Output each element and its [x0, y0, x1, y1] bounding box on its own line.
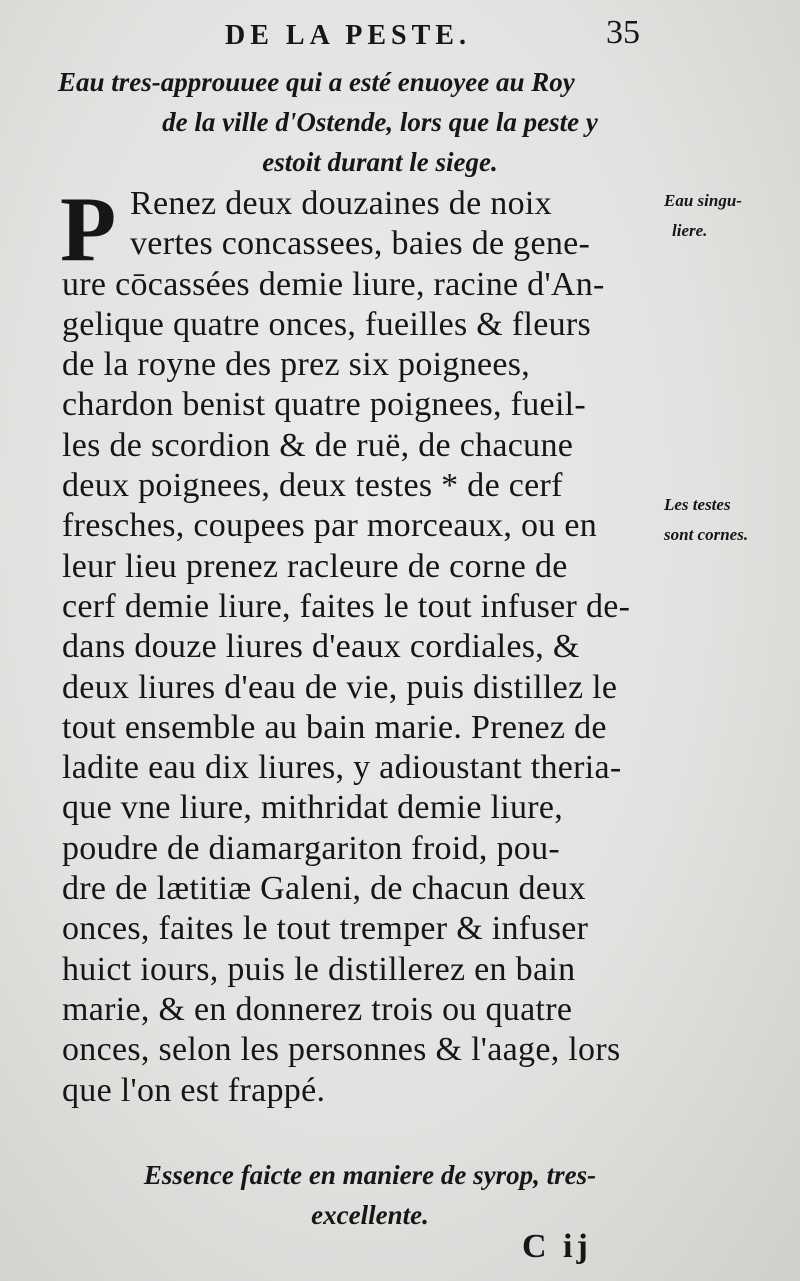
- text-line: deux poignees, deux testes * de cerf: [62, 467, 563, 505]
- margin-note-line: sont cornes.: [664, 525, 749, 544]
- body-paragraph: [60, 178, 662, 1111]
- text-line: deux liures d'eau de vie, puis distillez le: [62, 668, 618, 706]
- title-line: de la ville d'Ostende, lors que la peste y: [162, 107, 598, 137]
- margin-note-line: Les testes: [664, 495, 731, 514]
- text-line: ladite eau dix liures, y adioustant theria-: [62, 749, 622, 787]
- text-line: chardon benist quatre poignees, fueil-: [62, 386, 587, 424]
- page-number: 35: [606, 14, 640, 51]
- title-line: estoit durant le siege.: [262, 147, 498, 177]
- text-line: dans douze liures d'eaux cordiales, &: [62, 628, 580, 666]
- page-header: [0, 14, 800, 54]
- text-line: dre de lætitiæ Galeni, de chacun deux: [62, 870, 586, 908]
- text-line: ure cōcassées demie liure, racine d'An-: [62, 265, 605, 303]
- text-line: cerf demie liure, faites le tout infuser de-: [62, 587, 631, 625]
- subtitle-line: Essence faicte en maniere de syrop, tres-: [143, 1160, 597, 1190]
- margin-note: [664, 186, 742, 246]
- text-line: onces, faites le tout tremper & infuser: [62, 910, 589, 948]
- drop-capital: P: [60, 178, 117, 280]
- text-line: fresches, coupees par morceaux, ou en: [62, 507, 598, 545]
- title-line: Eau tres-approuuee qui a esté enuoyee au Roy: [58, 67, 575, 97]
- text-line: tout ensemble au bain marie. Prenez de: [62, 708, 607, 746]
- text-line: gelique quatre onces, fueilles & fleurs: [62, 305, 592, 343]
- margin-note-line: liere.: [672, 221, 708, 240]
- text-line: poudre de diamargariton froid, pou-: [62, 829, 561, 867]
- running-head: DE LA PESTE.: [225, 20, 471, 51]
- text-line: huict iours, puis le distillerez en bain: [62, 950, 576, 988]
- text-line: onces, selon les personnes & l'aage, lors: [62, 1031, 621, 1069]
- section-title: [40, 62, 720, 182]
- text-line: les de scordion & de ruë, de chacune: [62, 426, 574, 464]
- subtitle-line: excellente.: [311, 1200, 429, 1230]
- text-line: leur lieu prenez racleure de corne de: [62, 547, 568, 585]
- margin-note-line: Eau singu-: [664, 191, 742, 210]
- text-line: de la royne des prez six poignees,: [62, 346, 531, 384]
- margin-note: [664, 490, 748, 550]
- signature-mark: C ij: [522, 1228, 592, 1265]
- text-line: que vne liure, mithridat demie liure,: [62, 789, 564, 827]
- text-line: marie, & en donnerez trois ou quatre: [62, 990, 573, 1028]
- text-line: que l'on est frappé.: [62, 1071, 326, 1109]
- text-line: Renez deux douzaines de noix: [130, 185, 552, 222]
- section-subtitle: [60, 1155, 680, 1235]
- text-line: vertes concassees, baies de gene-: [130, 225, 591, 263]
